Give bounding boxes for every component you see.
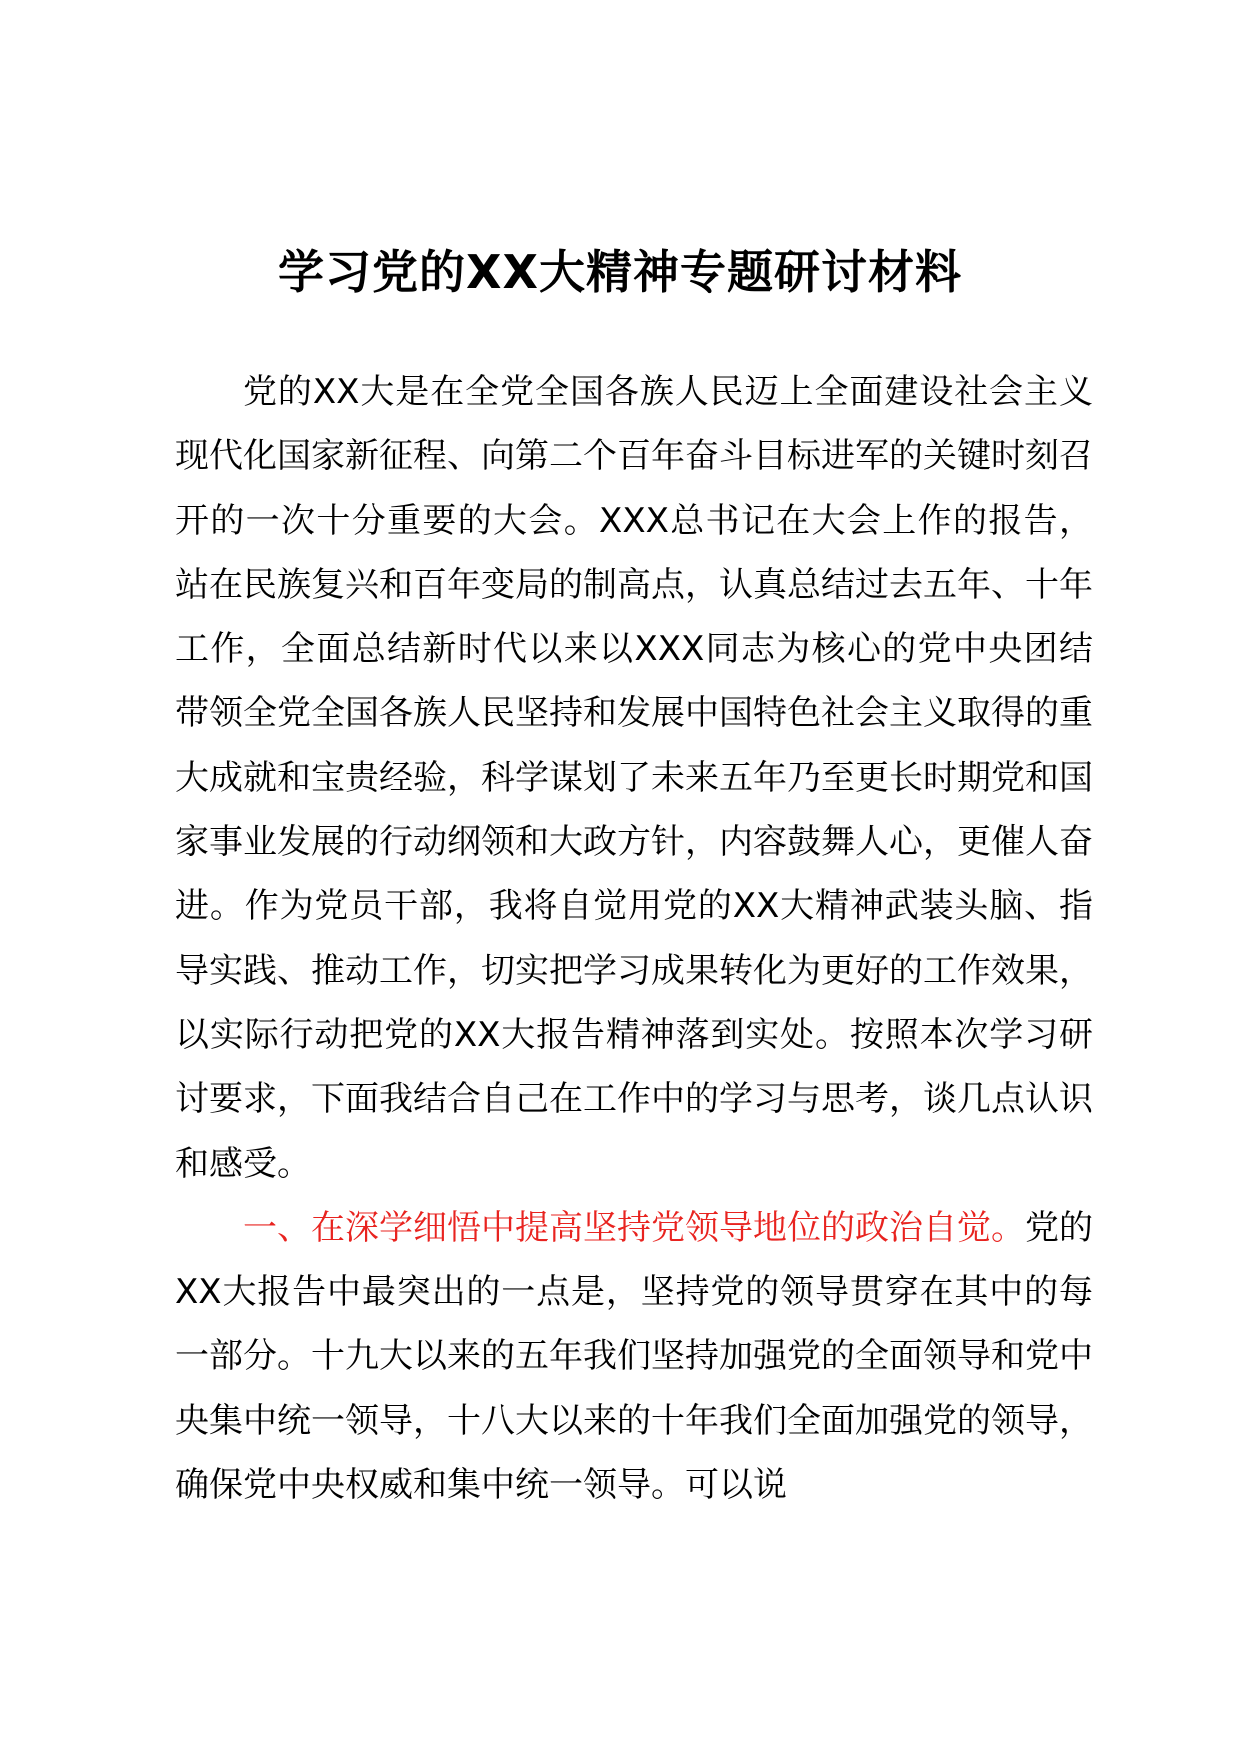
document-title: 学习党的XX大精神专题研讨材料 (278, 245, 962, 299)
intro-paragraph: 党的XX大是在全党全国各族人民迈上全面建设社会主义现代化国家新征程、向第二个百年奋斗目标进军的关键时刻召开的一次十分重要的大会。XXX总书记在大会上作的报告，站在民族复兴和百年变局的制高点，认真总结过去五年、十年工作，全面总结新时代以来以XXX同志为核心的党中央团结带领全党全国各族人民坚持和发展中国特色社会主义取得的重大成就和宝贵经验，科学谋划了未来五年乃至更长时期党和国家事业发展的行动纲领和大政方针，内容鼓舞人心，更催人奋进。作为党员干部，我将自觉用党的XX大精神武装头脑、指导实践、推动工作，切实把学习成果转化为更好的工作效果，以实际行动把党的XX大报告精神落到实处。按照本次学习研讨要求，下面我结合自己在工作中的学习与思考，谈几点认识和感受。 (175, 372, 1093, 1184)
section-1-text: 党的XX大报告中最突出的一点是，坚持党的领导贯穿在其中的每一部分。十九大以来的五年我们坚持加强党的全面领导和党中央集中统一领导，十八大以来的十年我们全面加强党的领导，确保党中央权威和集中统一领导。可以说 (175, 1207, 1093, 1506)
document-body (175, 360, 1093, 1517)
section-1-paragraph (175, 1196, 1093, 1517)
section-1-heading: 一、在深学细悟中提高坚持党领导地位的政治自觉。 (243, 1207, 1025, 1248)
